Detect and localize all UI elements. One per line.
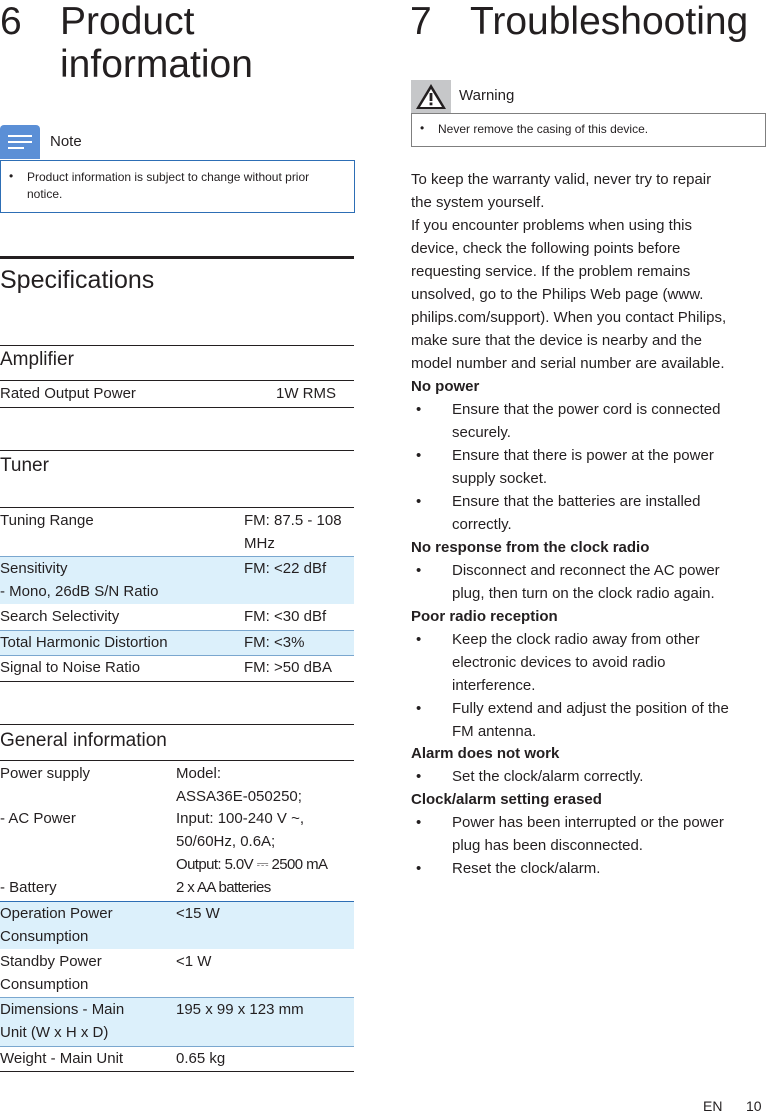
intro-line: device, check the following points before [411, 240, 681, 257]
intro-line: requesting service. If the problem remains [411, 263, 691, 280]
note-text-line1: Product information is subject to change without prior [27, 170, 310, 184]
ac-power-label: - AC Power [0, 810, 76, 827]
general-row-label-line2: Unit (W x H x D) [0, 1024, 109, 1041]
footer-page-number: 10 [746, 1098, 762, 1114]
warning-text: Never remove the casing of this device. [438, 122, 649, 136]
general-row-value: 195 x 99 x 123 mm [176, 1001, 304, 1018]
intro-line: unsolved, go to the Philips Web page (www. [411, 286, 704, 303]
note-label: Note [50, 133, 82, 150]
power-supply-value-5: Output: 5.0V ⎓ 2500 mA [176, 856, 328, 873]
power-supply-label: Power supply [0, 765, 91, 782]
general-row-label-line1: Standby Power [0, 953, 102, 970]
power-supply-value-3: Input: 100-240 V ~, [176, 810, 305, 827]
tuner-title: Tuner [0, 455, 49, 476]
note-text-line2: notice. [27, 187, 63, 201]
specifications-rule [0, 256, 354, 259]
intro-line: philips.com/support). When you contact Philips, [411, 309, 727, 326]
battery-label: - Battery [0, 879, 57, 896]
intro-line: make sure that the device is nearby and the [411, 332, 703, 349]
no-power-heading: No power [411, 378, 480, 395]
section-6-title-line1: Product [60, 0, 195, 43]
intro-paragraph [411, 168, 766, 375]
general-row-label: Weight - Main Unit [0, 1050, 124, 1067]
general-row-value: <15 W [176, 905, 220, 922]
power-supply-value-1: Model: [176, 765, 222, 782]
power-supply-value-4: 50/60Hz, 0.6A; [176, 833, 276, 850]
general-row-label-line1: Operation Power [0, 905, 113, 922]
amp-row-label: Rated Output Power [0, 385, 136, 402]
tuner-row-value-line1: FM: 87.5 - 108 [244, 512, 342, 529]
poor-radio-heading: Poor radio reception [411, 608, 558, 625]
tuner-row-label-line1: Sensitivity [0, 560, 68, 577]
warning-label: Warning [459, 87, 515, 104]
section-6-number: 6 [0, 0, 22, 43]
general-row-label-line2: Consumption [0, 928, 89, 945]
note-icon [0, 125, 40, 159]
intro-line: model number and serial number are available. [411, 355, 725, 372]
tuner-row-value: FM: <22 dBf [244, 560, 327, 577]
tuner-row-label: Total Harmonic Distortion [0, 634, 168, 651]
amp-row-value: 1W RMS [276, 385, 336, 402]
section-7-title: Troubleshooting [470, 0, 749, 43]
power-supply-value-6: 2 x AA batteries [176, 879, 271, 896]
power-supply-value-2: ASSA36E-050250; [176, 788, 302, 805]
tuner-row-value-line2: MHz [244, 535, 275, 552]
tuner-row-value: FM: <30 dBf [244, 608, 327, 625]
erased-heading: Clock/alarm setting erased [411, 791, 602, 808]
no-response-heading: No response from the clock radio [411, 539, 650, 556]
tuner-row-label: Search Selectivity [0, 608, 120, 625]
intro-line: If you encounter problems when using this [411, 217, 692, 234]
warning-icon [411, 80, 451, 113]
general-title: General information [0, 730, 167, 751]
general-row-label-line1: Dimensions - Main [0, 1001, 125, 1018]
warning-bullet: • [420, 121, 425, 135]
note-box [0, 160, 355, 213]
general-row-value: <1 W [176, 953, 212, 970]
section-7-number: 7 [410, 0, 432, 43]
tuner-row-label: Tuning Range [0, 512, 94, 529]
intro-line: the system yourself. [411, 194, 545, 211]
section-6-title-line2: information [60, 43, 253, 86]
specifications-title: Specifications [0, 266, 155, 294]
footer-language: EN [703, 1098, 723, 1114]
alarm-heading: Alarm does not work [411, 745, 560, 762]
tuner-row-value: FM: >50 dBA [244, 659, 332, 676]
note-bullet: • [9, 169, 14, 183]
intro-line: To keep the warranty valid, never try to repair [411, 171, 712, 188]
tuner-row-label: Signal to Noise Ratio [0, 659, 141, 676]
warning-box [411, 113, 766, 147]
tuner-row-value: FM: <3% [244, 634, 305, 651]
general-row-label-line2: Consumption [0, 976, 89, 993]
general-row-value: 0.65 kg [176, 1050, 226, 1067]
tuner-row-label-line2: - Mono, 26dB S/N Ratio [0, 583, 159, 600]
amplifier-title: Amplifier [0, 349, 74, 370]
